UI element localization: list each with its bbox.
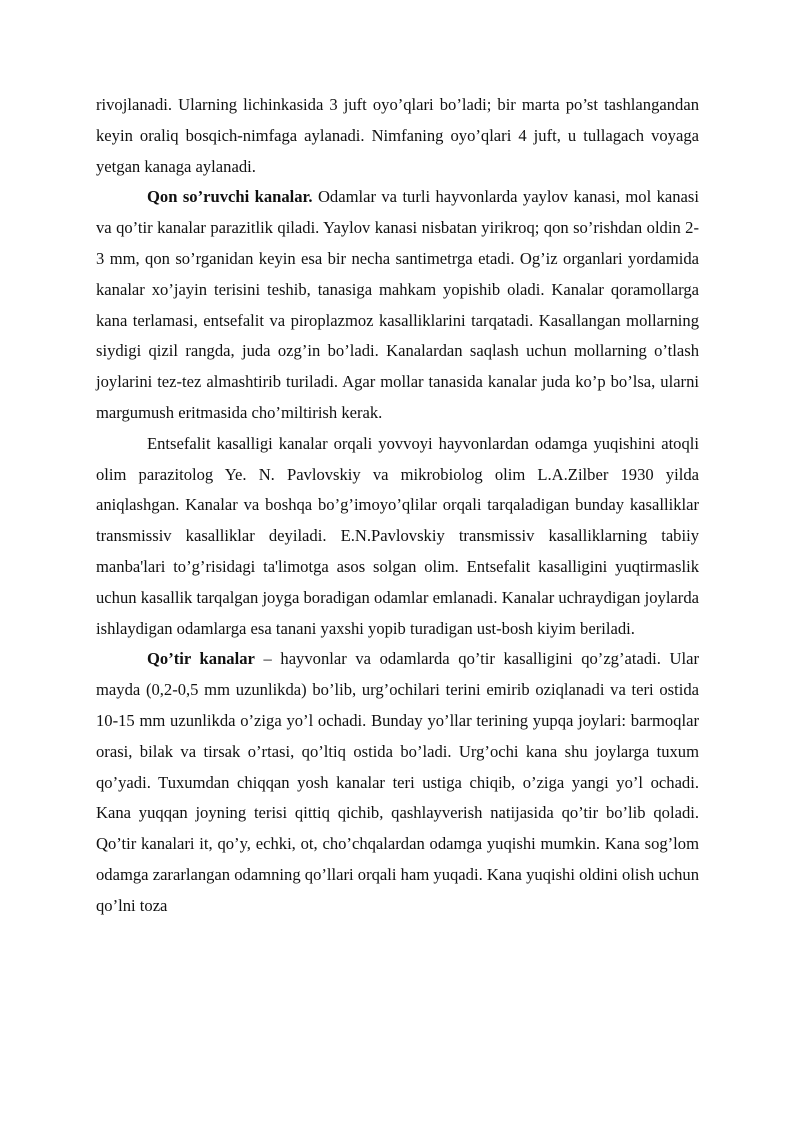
paragraph-text: – hayvonlar va odamlarda qo’tir kasalligini qo’zg’atadi. Ular mayda (0,2-0,5 mm uzunlikda) bo’lib, urg’ochilari terini emirib oziqlanadi va teri ostida 10-15 mm uzunlikda o’ziga yo’l ochadi. Bunday yo’llar terining yupqa joylari: barmoqlar orasi, bilak va tirsak o’rtasi, qo’ltiq ostida bo’ladi. Urg’ochi kana shu joylarga tuxum qo’yadi. Tuxumdan chiqqan yosh kanalar teri ustiga chiqib, o’ziga yangi yo’l ochadi. Kana yuqqan joyning terisi qittiq qichib, qashlayverish natijasida qo’tir bo’lib qoladi. Qo’tir kanalari it, qo’y, echki, ot, cho’chqalardan odamga yuqishi mumkin. Kana sog’lom odamga zararlangan odamning qo’llari orqali ham yuqadi. Kana yuqishi oldini olish uchun qo’lni toza bbox=[96, 649, 699, 915]
paragraph-scabies-mites bbox=[96, 644, 699, 921]
paragraph-continuation bbox=[96, 90, 699, 182]
document-page bbox=[96, 90, 699, 922]
paragraph-text: rivojlanadi. Ularning lichinkasida 3 juft oyo’qlari bo’ladi; bir marta po’st tashlangandan keyin oraliq bosqich-nimfaga aylanadi. Nimfaning oyo’qlari 4 juft, u tullagach voyaga yetgan kanaga aylanadi. bbox=[96, 95, 699, 176]
paragraph-text: Odamlar va turli hayvonlarda yaylov kanasi, mol kanasi va qo’tir kanalar parazitlik qiladi. Yaylov kanasi nisbatan yirikroq; qon so’rishdan oldin 2-3 mm, qon so’rganidan keyin esa bir necha santimetrga etadi. Og’iz organlari yordamida kanalar xo’jayin terisini teshib, tanasiga mahkam yopishib oladi. Kanalar qoramollarga kana terlamasi, entsefalit va piroplazmoz kasalliklarini tarqatadi. Kasallangan mollarning siydigi qizil rangda, juda ozg’in bo’ladi. Kanalardan saqlash uchun mollarning o’tlash joylarini tez-tez almashtirib turiladi. Agar mollar tanasida kanalar juda ko’p bo’lsa, ularni margumush eritmasida cho’miltirish kerak. bbox=[96, 187, 699, 422]
paragraph-blood-sucking-ticks bbox=[96, 182, 699, 428]
paragraph-encephalitis bbox=[96, 429, 699, 645]
paragraph-text: Entsefalit kasalligi kanalar orqali yovvoyi hayvonlardan odamga yuqishini atoqli olim parazitolog Ye. N. Pavlovskiy va mikrobiolog olim L.A.Zilber 1930 yilda aniqlashgan. Kanalar va boshqa bo’g’imoyo’qlilar orqali tarqaladigan bunday kasalliklar transmissiv kasalliklar deyiladi. E.N.Pavlovskiy transmissiv kasalliklarning tabiiy manba'lari to’g’risidagi ta'limotga asos solgan olim. Entsefalit kasalligini yuqtirmaslik uchun kasallik tarqalgan joyga boradigan odamlar emlanadi. Kanalar uchraydigan joylarda ishlaydigan odamlarga esa tanani yaxshi yopib turadigan ust-bosh kiyim beriladi. bbox=[96, 433, 699, 638]
paragraph-heading: Qo’tir kanalar bbox=[147, 649, 255, 669]
paragraph-heading: Qon so’ruvchi kanalar. bbox=[147, 187, 313, 207]
